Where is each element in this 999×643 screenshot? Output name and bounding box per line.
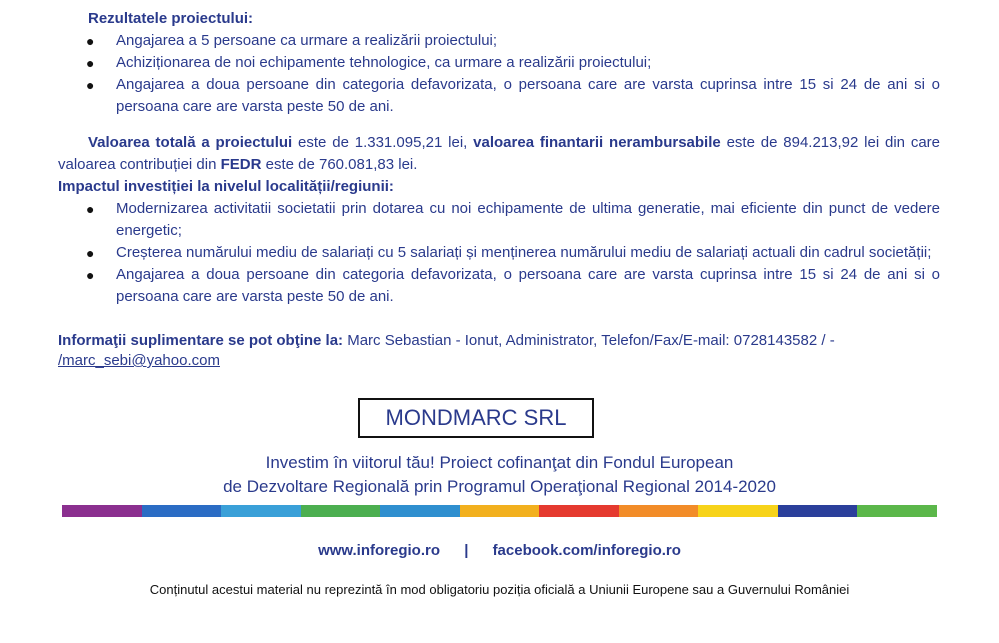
slogan-line-1: Investim în viitorul tău! Proiect cofinanţat din Fondul European — [265, 453, 734, 472]
impact-list — [58, 198, 940, 308]
bullet-icon: ● — [86, 33, 95, 49]
stripe-segment — [698, 505, 778, 517]
list-item: ● Angajarea a doua persoane din categoria defavorizata, o persoana care are varsta cuprinsa intre 15 si 24 de ani si o persoana care are varsta peste 50 de ani. — [86, 266, 940, 305]
disclaimer: Conținutul acestui material nu reprezintă în mod obligatoriu poziția oficială a Uniunii Europene sau a Guvernului României — [149, 582, 850, 597]
list-item: ● Achiziționarea de noi echipamente tehnologice, ca urmare a realizării proiectului; — [58, 52, 940, 74]
bullet-icon: ● — [86, 55, 95, 71]
company-name-box: MONDMARC SRL — [358, 398, 594, 438]
bullet-icon: ● — [86, 245, 95, 261]
color-stripe — [62, 505, 937, 517]
contact-paragraph: Informaţii suplimentare se pot obţine la: Marc Sebastian - Ionut, Administrator, Telefon/Fax/E-mail: 0728143582 / - — [58, 332, 835, 349]
stripe-segment — [62, 505, 142, 517]
stripe-segment — [857, 505, 937, 517]
stripe-segment — [619, 505, 699, 517]
results-heading: Rezultatele proiectului: — [88, 10, 254, 27]
bullet-icon: ● — [86, 201, 95, 217]
stripe-segment — [221, 505, 301, 517]
contact-email-link[interactable]: /marc_sebi@yahoo.com — [58, 352, 220, 369]
website-link[interactable]: www.inforegio.ro — [318, 542, 441, 559]
list-item: ● Angajarea a doua persoane din categoria defavorizata, o persoana care are varsta cuprinsa intre 15 si 24 de ani si o persoana care are varsta peste 50 de ani. — [86, 76, 940, 115]
list-item: ● Modernizarea activitatii societatii prin dotarea cu noi echipamente de ultima generatie, mai eficiente din punct de vedere energetic; — [86, 200, 940, 239]
stripe-segment — [301, 505, 381, 517]
stripe-segment — [539, 505, 619, 517]
slogan — [0, 451, 999, 499]
stripe-segment — [142, 505, 222, 517]
stripe-segment — [380, 505, 460, 517]
impact-heading: Impactul investiției la nivelul localității/regiunii: — [58, 178, 394, 195]
stripe-segment — [778, 505, 858, 517]
project-value-paragraph: Valoarea totală a proiectului este de 1.331.095,21 lei, valoarea finantarii nerambursabile este de 894.213,92 lei din care valoarea contribuției din FEDR este de 760.081,83 lei. — [58, 134, 941, 173]
facebook-link[interactable]: facebook.com/inforegio.ro — [492, 542, 681, 559]
list-item: ● Angajarea a 5 persoane ca urmare a realizării proiectului; — [58, 30, 940, 52]
list-item: ● Creșterea numărului mediu de salariați cu 5 salariați și menținerea numărului mediu de salariați actuali din cadrul societății; — [58, 242, 940, 264]
bullet-icon: ● — [86, 77, 95, 93]
slogan-line-2: de Dezvoltare Regională prin Programul Operaţional Regional 2014-2020 — [223, 477, 776, 496]
results-list — [58, 30, 940, 118]
bullet-icon: ● — [86, 267, 95, 283]
stripe-segment — [460, 505, 540, 517]
footer-links — [0, 542, 999, 559]
link-separator: | — [464, 542, 469, 559]
document-body — [58, 8, 940, 369]
